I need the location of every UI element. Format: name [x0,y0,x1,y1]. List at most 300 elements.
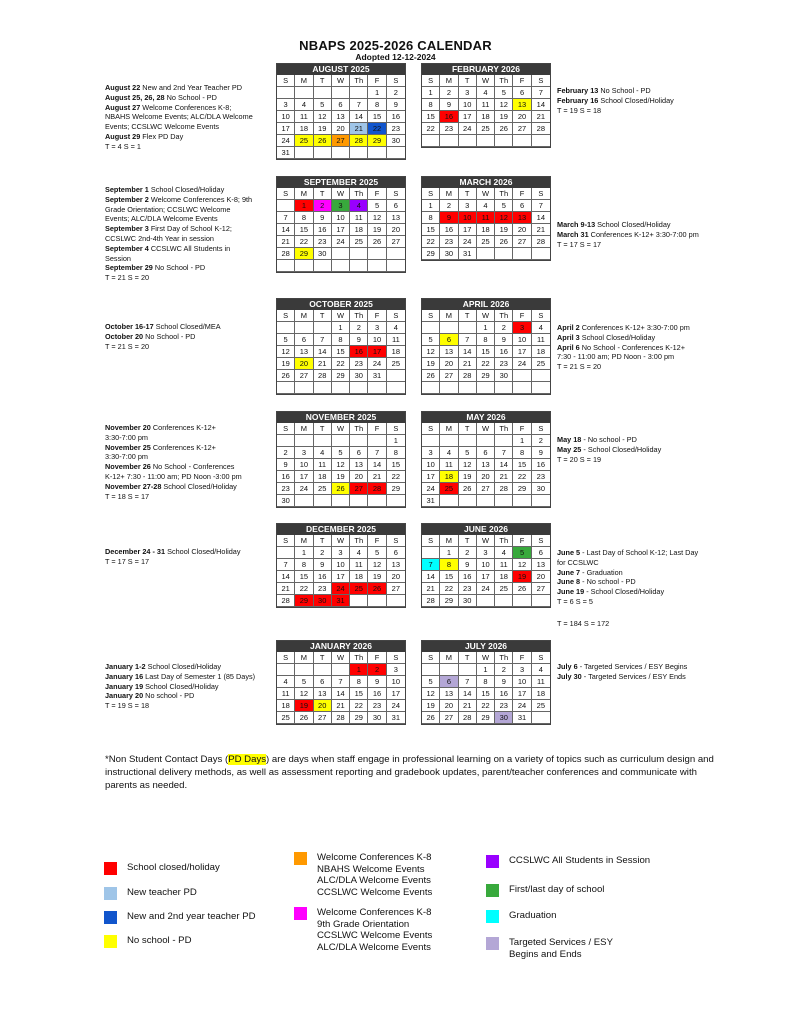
empty-cell [332,248,350,260]
note-text: School Closed/Holiday [148,185,225,194]
day-cell: 15 [440,571,458,583]
weekday-header: S [422,310,440,322]
empty-cell [350,260,368,272]
note-text: School Closed/Holiday [598,95,674,105]
empty-cell [477,595,495,607]
weekday-header: F [368,188,386,200]
day-cell: 4 [532,664,550,676]
day-cell: 5 [368,547,386,559]
day-cell: 14 [532,212,550,224]
day-cell: 4 [350,547,368,559]
day-cell-marked: 22 [368,123,386,135]
day-cell: 20 [513,111,531,123]
legend-swatch [294,852,307,865]
weekday-header: S [387,535,405,547]
note-date: February 16 [557,95,599,105]
month-grid [422,652,550,724]
day-cell: 1 [477,322,495,334]
empty-cell [422,135,440,147]
day-cell: 1 [422,87,440,99]
legend-label: Welcome Conferences K-8 9th Grade Orientation CCSLWC Welcome Events ALC/DLA Welcome Events [317,907,433,953]
day-cell: 24 [459,236,477,248]
empty-cell [314,435,332,447]
day-cell: 20 [332,123,350,135]
weekday-header: S [422,75,440,87]
day-cell: 10 [513,334,531,346]
day-cell: 17 [295,471,313,483]
note-text: T = 4 S = 1 [105,141,141,151]
day-cell: 25 [350,236,368,248]
weekday-header: W [477,75,495,87]
note-line [557,445,747,455]
month-grid [277,310,405,394]
weekday-header: Th [495,310,513,322]
empty-cell [440,495,458,507]
day-cell-marked: 13 [513,99,531,111]
day-cell: 1 [440,547,458,559]
day-cell: 16 [440,224,458,236]
day-cell-marked: 5 [513,547,531,559]
day-cell: 28 [495,483,513,495]
day-cell: 3 [513,664,531,676]
empty-cell [532,382,550,394]
note-date: September 2 [105,194,149,204]
day-cell-marked: 24 [332,583,350,595]
note-line [105,254,273,264]
day-cell: 5 [295,676,313,688]
note-line [557,343,747,353]
empty-cell [440,435,458,447]
note-line [557,568,747,578]
weekday-header: Th [350,188,368,200]
day-cell-marked: 28 [350,135,368,147]
weekday-header: T [314,310,332,322]
weekday-header: S [277,75,295,87]
legend-swatch [486,937,499,950]
note-line [557,230,747,240]
note-date: April 3 [557,332,580,342]
note-text: - Targeted Services / ESY Begins [577,662,688,671]
note-line [105,142,273,152]
weekday-header: S [532,535,550,547]
day-cell: 4 [277,676,295,688]
day-cell: 2 [440,200,458,212]
empty-cell [440,664,458,676]
month-calendar [421,176,551,261]
day-cell: 28 [277,248,295,260]
note-text: Events; CCSLWC Welcome Events [105,122,220,132]
weekday-header: S [422,652,440,664]
day-cell: 28 [314,370,332,382]
note-text: - Targeted Services / ESY Ends [581,671,686,681]
note-text: School Closed/Holiday [165,547,241,556]
day-cell-marked: 25 [440,483,458,495]
month-title: MAY 2026 [422,412,550,423]
day-cell: 19 [368,571,386,583]
day-cell: 18 [277,700,295,712]
empty-cell [350,87,368,99]
note-line [105,273,273,283]
weekday-header: M [440,652,458,664]
day-cell: 23 [314,583,332,595]
day-cell-marked: 29 [295,248,313,260]
day-cell: 18 [350,224,368,236]
day-cell: 15 [387,459,405,471]
day-cell: 30 [495,370,513,382]
legend-item [294,852,432,898]
day-cell: 6 [513,200,531,212]
empty-cell [350,595,368,607]
legend-item [104,862,220,875]
day-cell: 6 [513,87,531,99]
day-cell: 18 [495,571,513,583]
month-calendar [276,298,406,395]
day-cell: 23 [459,583,477,595]
month-calendar [421,523,551,608]
empty-cell [513,495,531,507]
empty-cell [314,495,332,507]
note-date: March 31 [557,229,589,239]
note-text: School Closed/Holiday [595,220,671,229]
weekday-header: T [314,652,332,664]
note-date: June 5 [557,548,581,557]
day-cell-marked: 25 [350,583,368,595]
day-cell: 15 [332,346,350,358]
weekday-header: S [277,188,295,200]
day-cell: 26 [277,370,295,382]
day-cell: 14 [459,688,477,700]
note-line [557,333,747,343]
day-cell: 19 [314,123,332,135]
note-date: May 25 [557,444,582,454]
note-line [557,607,747,619]
weekday-header: T [459,652,477,664]
day-cell: 7 [532,200,550,212]
empty-cell [477,495,495,507]
empty-cell [495,495,513,507]
note-date: January 16 [105,671,144,681]
day-cell: 5 [422,676,440,688]
day-cell: 7 [350,99,368,111]
note-line [105,691,273,701]
day-cell: 27 [387,236,405,248]
day-cell: 13 [440,346,458,358]
day-cell: 13 [387,559,405,571]
weekday-header: S [387,310,405,322]
day-cell: 17 [332,224,350,236]
note-date: March 9-13 [557,220,596,229]
weekday-header: F [368,652,386,664]
day-cell: 17 [332,571,350,583]
note-text: School Closed/Holiday [161,481,237,491]
day-cell: 11 [532,676,550,688]
month-title: NOVEMBER 2025 [277,412,405,423]
day-cell-marked: 1 [350,664,368,676]
weekday-header: F [368,75,386,87]
day-cell: 7 [277,212,295,224]
day-cell: 24 [277,135,295,147]
day-cell: 28 [459,370,477,382]
day-cell: 22 [477,358,495,370]
empty-cell [368,260,386,272]
note-text: K-12+ 7:30 - 11:00 am; PD Noon -3:00 pm [105,471,242,481]
note-text: School Closed/Holiday [579,332,656,342]
note-date: October 16-17 [105,322,154,331]
empty-cell [332,260,350,272]
note-text: Events; ALC/DLA Welcome Events [105,214,218,224]
day-cell: 23 [314,236,332,248]
day-cell: 29 [387,483,405,495]
day-cell: 12 [277,346,295,358]
weekday-header: F [368,535,386,547]
note-date: September 4 [105,243,149,253]
day-cell-marked: 6 [440,676,458,688]
note-text: No School - Conferences [150,462,235,472]
day-cell: 5 [277,334,295,346]
empty-cell [440,135,458,147]
day-cell: 13 [477,459,495,471]
note-line [105,672,273,682]
weekday-header: M [295,310,313,322]
weekday-header: S [387,75,405,87]
day-cell: 25 [314,483,332,495]
note-line [105,103,273,113]
day-cell: 26 [422,712,440,724]
day-cell: 11 [350,559,368,571]
day-cell: 27 [387,583,405,595]
weekday-header: W [332,75,350,87]
month-title: MARCH 2026 [422,177,550,188]
note-text: Conferences K-12+ [150,423,216,432]
day-cell: 2 [387,87,405,99]
note-text: - Graduation [580,567,623,577]
day-cell: 5 [495,87,513,99]
empty-cell [532,248,550,260]
day-cell: 12 [368,559,386,571]
day-cell: 6 [532,547,550,559]
day-cell-marked: 30 [314,595,332,607]
day-cell: 8 [513,447,531,459]
note-text: Welcome Conferences K-8; 9th [148,194,253,204]
note-line [105,234,273,244]
weekday-header: Th [350,535,368,547]
day-cell: 16 [368,688,386,700]
legend-label: Graduation [509,910,557,921]
day-cell: 18 [532,688,550,700]
legend-label: CCSLWC All Students in Session [509,855,651,866]
legend-label: Targeted Services / ESY Begins and Ends [509,937,613,960]
note-date: November 26 [105,462,151,472]
note-line [557,548,747,558]
weekday-header: T [314,535,332,547]
weekday-header: S [532,423,550,435]
weekday-header: T [459,188,477,200]
day-cell-marked: 16 [350,346,368,358]
note-text: New and 2nd Year Teacher PD [140,83,242,92]
left-note-block [105,547,273,567]
day-cell: 20 [350,471,368,483]
day-cell: 14 [368,459,386,471]
note-text: - School Closed/Holiday [584,587,665,597]
day-cell: 31 [368,370,386,382]
weekday-header: Th [495,75,513,87]
day-cell: 15 [477,688,495,700]
day-cell-marked: 13 [513,212,531,224]
day-cell: 5 [459,447,477,459]
empty-cell [387,248,405,260]
empty-cell [532,712,550,724]
day-cell-marked: 2 [314,200,332,212]
weekday-header: Th [495,535,513,547]
note-line [557,619,747,629]
month-title: FEBRUARY 2026 [422,64,550,75]
day-cell: 9 [495,334,513,346]
day-cell: 19 [422,358,440,370]
day-cell: 2 [459,547,477,559]
month-title: APRIL 2026 [422,299,550,310]
note-date: October 20 [105,331,144,341]
day-cell: 11 [350,212,368,224]
day-cell: 23 [277,483,295,495]
footnote-highlight: PD Days [228,754,267,765]
legend-label: New and 2nd year teacher PD [127,911,256,922]
day-cell: 11 [477,99,495,111]
day-cell: 10 [387,676,405,688]
weekday-header: S [532,75,550,87]
day-cell-marked: 30 [495,712,513,724]
day-cell: 29 [477,370,495,382]
empty-cell [368,382,386,394]
empty-cell [513,370,531,382]
month-grid [422,310,550,394]
weekday-header: Th [350,423,368,435]
note-text: CCSLWC 2nd-4th Year in session [105,233,214,243]
day-cell: 10 [513,676,531,688]
day-cell: 27 [513,236,531,248]
day-cell: 6 [350,447,368,459]
day-cell: 25 [277,712,295,724]
day-cell: 9 [350,334,368,346]
empty-cell [332,382,350,394]
day-cell: 20 [387,224,405,236]
note-date: June 7 [557,567,581,577]
day-cell: 19 [332,471,350,483]
day-cell: 8 [368,99,386,111]
empty-cell [295,435,313,447]
day-cell: 3 [459,87,477,99]
right-note-block [557,435,747,464]
empty-cell [368,595,386,607]
day-cell: 26 [368,236,386,248]
empty-cell [495,382,513,394]
day-cell-marked: 4 [350,200,368,212]
left-note-block [105,662,273,711]
day-cell: 18 [387,346,405,358]
day-cell: 19 [495,224,513,236]
day-cell: 31 [513,712,531,724]
note-text: T = 21 S = 20 [105,341,150,351]
day-cell: 30 [440,248,458,260]
empty-cell [295,664,313,676]
empty-cell [459,664,477,676]
legend-label: School closed/holiday [127,862,220,873]
day-cell: 19 [495,111,513,123]
day-cell-marked: 27 [332,135,350,147]
note-text: T = 21 S = 20 [557,362,602,372]
month-calendar [276,63,406,160]
empty-cell [532,135,550,147]
empty-cell [440,382,458,394]
day-cell: 29 [332,370,350,382]
empty-cell [277,260,295,272]
day-cell: 25 [477,123,495,135]
note-text: No School - PD [143,331,196,341]
day-cell: 26 [495,123,513,135]
weekday-header: Th [350,652,368,664]
note-line [557,96,747,106]
note-line [557,597,747,607]
weekday-header: S [532,188,550,200]
note-text: CCSLWC All Students in [148,243,231,253]
day-cell: 13 [440,688,458,700]
month-grid [422,75,550,147]
note-line [105,701,273,711]
day-cell-marked: 31 [332,595,350,607]
day-cell: 6 [387,547,405,559]
month-calendar [421,63,551,148]
day-cell: 18 [477,111,495,123]
day-cell: 26 [513,583,531,595]
legend-swatch [104,935,117,948]
note-line [105,322,273,332]
day-cell: 3 [459,200,477,212]
note-text: NBAHS Welcome Events; ALC/DLA Welcome [105,112,253,122]
note-text: School Closed/Holiday [145,662,222,671]
day-cell: 29 [477,712,495,724]
empty-cell [277,664,295,676]
weekday-header: M [440,423,458,435]
note-text: - Last Day of School K-12; Last Day [580,548,699,557]
page-title: NBAPS 2025-2026 CALENDAR [299,38,492,53]
month-title: SEPTEMBER 2025 [277,177,405,188]
note-line [557,352,747,362]
note-line [557,220,747,230]
right-note-block [557,86,747,115]
day-cell: 5 [314,99,332,111]
day-cell: 14 [459,346,477,358]
day-cell: 28 [332,712,350,724]
empty-cell [495,435,513,447]
day-cell: 20 [477,471,495,483]
note-text: First Day of School K-12; [148,224,232,234]
day-cell-marked: 7 [422,559,440,571]
day-cell: 19 [277,358,295,370]
note-text: No School - PD [598,86,651,95]
day-cell-marked: 9 [440,212,458,224]
note-line [105,547,273,557]
note-line [105,433,273,443]
day-cell: 7 [332,676,350,688]
day-cell: 17 [459,111,477,123]
legend-item [486,855,650,868]
weekday-header: M [295,535,313,547]
empty-cell [295,382,313,394]
day-cell: 27 [295,370,313,382]
month-calendar [276,523,406,608]
day-cell: 9 [495,676,513,688]
note-text: - School Closed/Holiday [581,444,662,454]
day-cell: 27 [314,712,332,724]
